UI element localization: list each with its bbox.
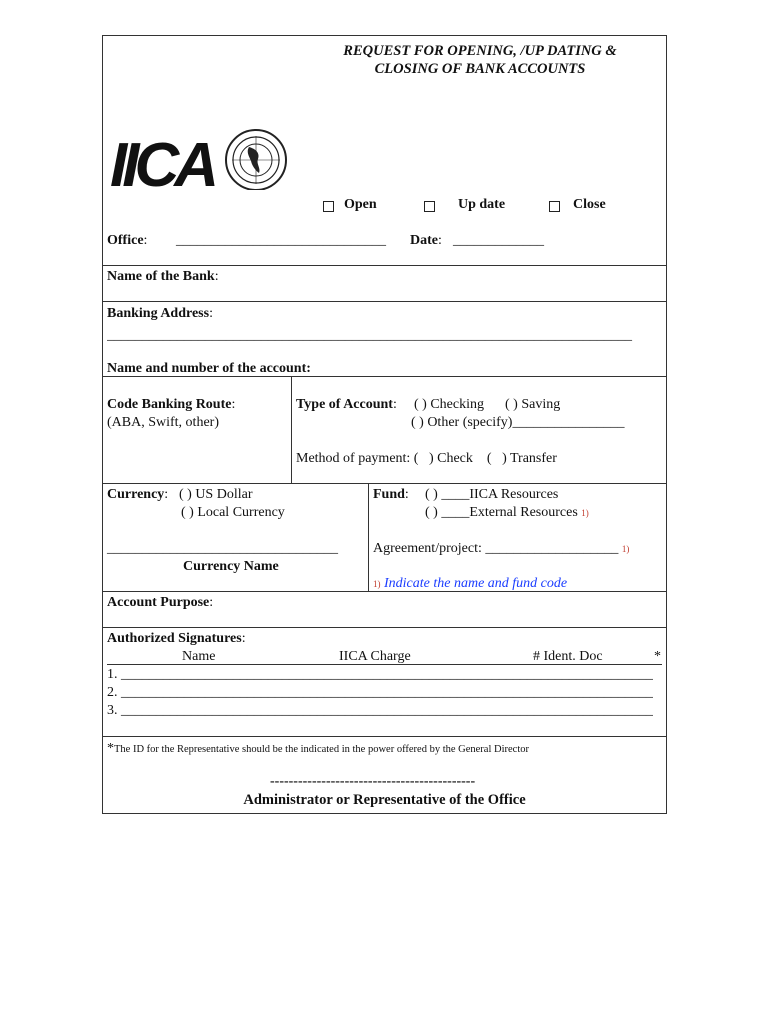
signer-title: Administrator or Representative of the Office — [243, 792, 526, 808]
type-saving-option[interactable]: ( ) Saving — [505, 397, 561, 412]
fund-footnote: 1) Indicate the name and fund code — [373, 576, 568, 591]
signature-col-charge: IICA Charge — [339, 649, 411, 664]
currency-name-label: Currency Name — [183, 559, 279, 574]
signature-row-1[interactable]: 1. ____________________________________________________________________________ — [107, 667, 653, 682]
bank-name-label: Name of the Bank: — [107, 269, 219, 284]
banking-address-input[interactable]: ___________________________________________________________________________ — [107, 328, 632, 343]
form-title-line1: REQUEST FOR OPENING, /UP DATING & — [343, 43, 617, 59]
authorized-signatures-label: Authorized Signatures: — [107, 631, 246, 646]
signature-row-3[interactable]: 3. ____________________________________________________________________________ — [107, 703, 653, 718]
iica-logo — [110, 128, 290, 190]
divider — [102, 591, 667, 592]
type-checking-option[interactable]: ( ) Checking — [414, 397, 484, 412]
code-banking-route-hint: (ABA, Swift, other) — [107, 415, 219, 430]
banking-address-label: Banking Address: — [107, 306, 213, 321]
fund-iica-option[interactable]: ( ) ____IICA Resources — [425, 487, 559, 502]
currency-name-input[interactable]: _________________________________ — [107, 541, 338, 556]
agreement-project-input[interactable]: Agreement/project: ___________________ 1) — [373, 541, 630, 556]
divider — [102, 483, 667, 484]
column-divider — [368, 483, 369, 591]
signature-line[interactable]: -------------------------------------------- — [270, 774, 476, 789]
signature-col-ident: # Ident. Doc — [533, 649, 603, 664]
signature-row-2[interactable]: 2. ____________________________________________________________________________ — [107, 685, 653, 700]
account-name-number-label: Name and number of the account: — [107, 361, 311, 376]
date-label: Date: — [410, 233, 442, 248]
divider — [102, 265, 667, 266]
close-label: Close — [573, 197, 606, 212]
signature-asterisk: * — [654, 649, 661, 664]
account-purpose-label: Account Purpose: — [107, 595, 214, 610]
footnote-marker: 1) — [373, 579, 381, 589]
open-checkbox[interactable] — [323, 201, 334, 212]
update-checkbox[interactable] — [424, 201, 435, 212]
fund-label: Fund: — [373, 487, 409, 502]
divider — [102, 376, 667, 377]
divider — [102, 301, 667, 302]
method-of-payment[interactable]: Method of payment: ( ) Check ( ) Transfer — [296, 451, 557, 466]
type-of-account-label: Type of Account: — [296, 397, 397, 412]
date-input[interactable]: _____________ — [453, 233, 544, 248]
globe-seal-icon — [226, 130, 286, 190]
divider — [102, 627, 667, 628]
currency-local-option[interactable]: ( ) Local Currency — [181, 505, 285, 520]
office-input[interactable]: ______________________________ — [176, 233, 386, 248]
currency-label: Currency: — [107, 487, 169, 502]
footnote-marker: 1) — [621, 544, 630, 554]
close-checkbox[interactable] — [549, 201, 560, 212]
currency-us-option[interactable]: ( ) US Dollar — [179, 487, 253, 502]
office-label: Office: — [107, 233, 148, 248]
footnote-marker: 1) — [581, 508, 589, 518]
fund-external-option[interactable]: ( ) ____External Resources 1) — [425, 505, 589, 520]
open-label: Open — [344, 197, 377, 212]
form-title-line2: CLOSING OF BANK ACCOUNTS — [374, 61, 586, 77]
signature-col-name: Name — [182, 649, 216, 664]
representative-id-note: *The ID for the Representative should be the indicated in the power offered by the General Director — [107, 741, 529, 756]
iica-logo-text: IICA — [110, 131, 214, 190]
code-banking-route-label: Code Banking Route: — [107, 397, 236, 412]
update-label: Up date — [458, 197, 506, 212]
type-other-option[interactable]: ( ) Other (specify)________________ — [411, 415, 625, 430]
column-divider — [291, 376, 292, 483]
divider — [102, 736, 667, 737]
